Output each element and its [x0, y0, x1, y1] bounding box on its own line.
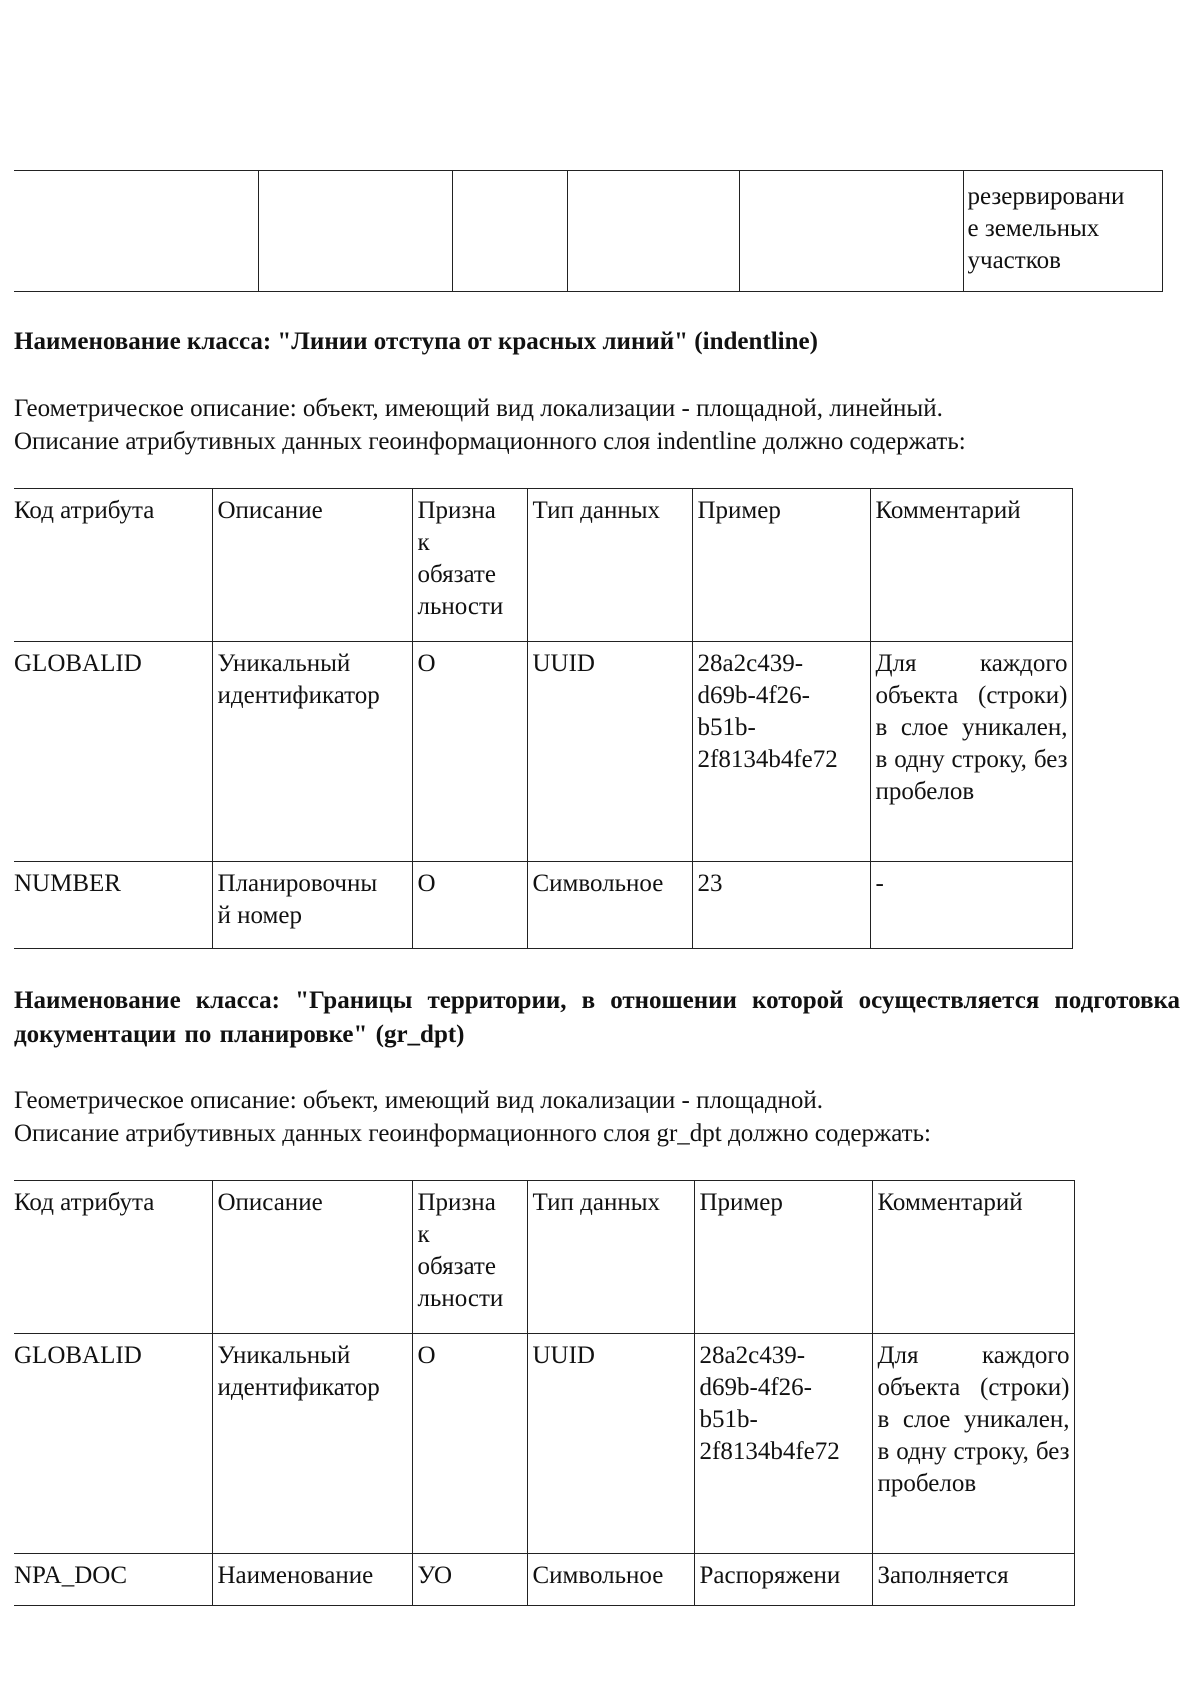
empty-cell: [739, 171, 963, 292]
empty-cell: [452, 171, 567, 292]
section2-attr-description: Описание атрибутивных данных геоинформационного слоя gr_dpt должно содержать:: [14, 1120, 931, 1147]
table-row: [14, 862, 1072, 949]
cell-mandatory: О: [412, 862, 527, 949]
header-attr-code: Код атрибута: [14, 1181, 212, 1334]
reservation-cell: резервировани е земельных участков: [963, 171, 1162, 292]
cell-data-type: UUID: [527, 642, 692, 862]
cell-example: 28a2c439- d69b-4f26- b51b- 2f8134b4fe72: [694, 1334, 872, 1554]
header-comment: Комментарий: [870, 489, 1072, 642]
header-data-type: Тип данных: [527, 489, 692, 642]
empty-cell: [567, 171, 739, 292]
section2-title: Наименование класса: "Границы территории, в отношении которой осуществляется подготовка документации по планировке" (gr_dpt): [14, 987, 1180, 1048]
continuation-table: [14, 170, 1163, 292]
table-row: [14, 1554, 1074, 1606]
table-row: [14, 1334, 1074, 1554]
header-mandatory: Призна к обязате льности: [412, 489, 527, 642]
header-description: Описание: [212, 489, 412, 642]
section2-geom-description: Геометрическое описание: объект, имеющий вид локализации - площадной.: [14, 1087, 824, 1114]
header-attr-code: Код атрибута: [14, 489, 212, 642]
empty-cell: [14, 171, 258, 292]
cell-comment: Для каждого объекта (строки) в слое уникален, в одну строку, без пробелов: [870, 642, 1072, 862]
cell-data-type: Символьное: [527, 862, 692, 949]
cell-attr-code: GLOBALID: [14, 642, 212, 862]
header-data-type: Тип данных: [527, 1181, 694, 1334]
cell-comment: Для каждого объекта (строки) в слое уникален, в одну строку, без пробелов: [872, 1334, 1074, 1554]
header-description: Описание: [212, 1181, 412, 1334]
cell-mandatory: УО: [412, 1554, 527, 1606]
cell-mandatory: О: [412, 642, 527, 862]
header-comment: Комментарий: [872, 1181, 1074, 1334]
cell-attr-code: NUMBER: [14, 862, 212, 949]
cell-comment: Заполняется: [872, 1554, 1074, 1606]
cell-attr-code: NPA_DOC: [14, 1554, 212, 1606]
cell-example: 28a2c439- d69b-4f26- b51b- 2f8134b4fe72: [692, 642, 870, 862]
section1-geom-description: Геометрическое описание: объект, имеющий вид локализации - площадной, линейный.: [14, 395, 943, 422]
cell-description: Уникальный идентификатор: [212, 1334, 412, 1554]
table-header-row: [14, 1181, 1074, 1334]
header-example: Пример: [692, 489, 870, 642]
header-mandatory: Призна к обязате льности: [412, 1181, 527, 1334]
table-row: [14, 642, 1072, 862]
cell-description: Уникальный идентификатор: [212, 642, 412, 862]
section2-attribute-table: [14, 1180, 1075, 1606]
cell-description: Наименование: [212, 1554, 412, 1606]
section1-title: Наименование класса: "Линии отступа от красных линий" (indentline): [14, 328, 818, 355]
cell-mandatory: О: [412, 1334, 527, 1554]
table-header-row: [14, 489, 1072, 642]
cell-data-type: UUID: [527, 1334, 694, 1554]
cell-comment: -: [870, 862, 1072, 949]
empty-cell: [258, 171, 452, 292]
cell-data-type: Символьное: [527, 1554, 694, 1606]
section1-attribute-table: [14, 488, 1073, 949]
cell-example: Распоряжени: [694, 1554, 872, 1606]
cell-example: 23: [692, 862, 870, 949]
header-example: Пример: [694, 1181, 872, 1334]
cell-attr-code: GLOBALID: [14, 1334, 212, 1554]
cell-description: Планировочны й номер: [212, 862, 412, 949]
section1-attr-description: Описание атрибутивных данных геоинформационного слоя indentline должно содержать:: [14, 428, 966, 455]
